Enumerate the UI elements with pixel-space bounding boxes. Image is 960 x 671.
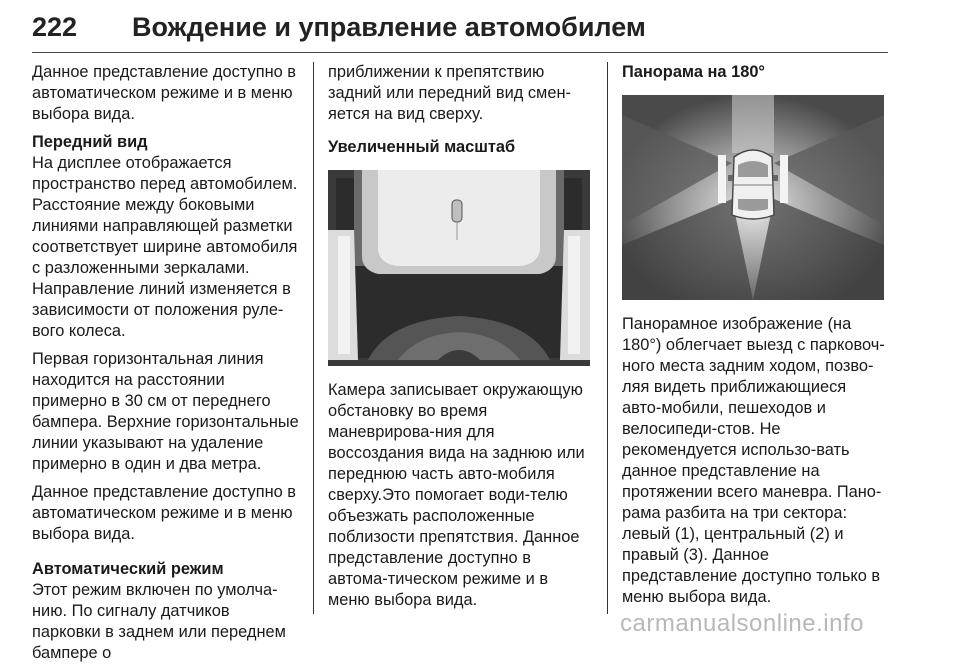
page-number: 222 bbox=[32, 12, 78, 42]
heading-zoom: Увеличенный масштаб bbox=[328, 138, 516, 156]
paragraph-availability: Данное представление доступно в автоматическом режиме и в меню выбора вида. bbox=[32, 63, 297, 123]
column-1 bbox=[32, 62, 302, 671]
column-2 bbox=[328, 62, 594, 618]
watermark: carmanualsonline.info bbox=[620, 610, 864, 637]
column-3 bbox=[622, 62, 888, 615]
panorama-figure bbox=[622, 95, 888, 300]
paragraph-panorama: Панорамное изображение (на 180°) облегчает выезд с парковоч-ного места задним ходом, позво-ляя видеть приближающиеся авто-мобили, пешеходов и велосипеди-стов. Не рекомендуется использо-вать данное представление на протяжении всего маневра. Пано-рама разбита на три сектора: левый (1), центральный (2) и правый (3). Данное представление доступно только в меню выбора вида. bbox=[622, 315, 885, 606]
paragraph-horizontal-lines: Первая горизонтальная линия находится на расстоянии примерно в 30 см от переднего бампера. Верхние горизонтальные линии указывают на удаление примерно в один и два метра. bbox=[32, 350, 299, 473]
paragraph-continued: приближении к препятствию задний или передний вид смен-яется на вид сверху. bbox=[328, 63, 571, 123]
page-title: Вождение и управление автомобилем bbox=[132, 12, 646, 42]
heading-panorama: Панорама на 180° bbox=[622, 63, 765, 81]
heading-front-view: Передний вид bbox=[32, 133, 148, 151]
paragraph-zoom: Камера записывает окружающую обстановку во время маневрирова-ния для воссоздания вида на заднюю или переднюю часть авто-мобиля сверху.Это помогает води-телю объезжать расположенные поблизости препятствия. Данное представление доступно в автома-тическом режиме и в меню выбора вида. bbox=[328, 381, 585, 609]
paragraph-front-view: На дисплее отображается пространство перед автомобилем. Расстояние между боковыми линиями направляющей разметки соответствует ширине автомобиля с разложенными зеркалами. Направление линий изменяется в зависимости от положения руле-вого колеса. bbox=[32, 154, 298, 340]
heading-auto-mode: Автоматический режим bbox=[32, 560, 224, 578]
column-divider-1 bbox=[313, 62, 314, 614]
paragraph-availability-2: Данное представление доступно в автоматическом режиме и в меню выбора вида. bbox=[32, 483, 297, 543]
page-header bbox=[32, 8, 888, 53]
zoom-view-figure bbox=[328, 170, 594, 366]
column-divider-2 bbox=[607, 62, 608, 614]
paragraph-auto-mode: Этот режим включен по умолча-нию. По сигналу датчиков парковки в заднем или переднем бампере о bbox=[32, 581, 286, 662]
